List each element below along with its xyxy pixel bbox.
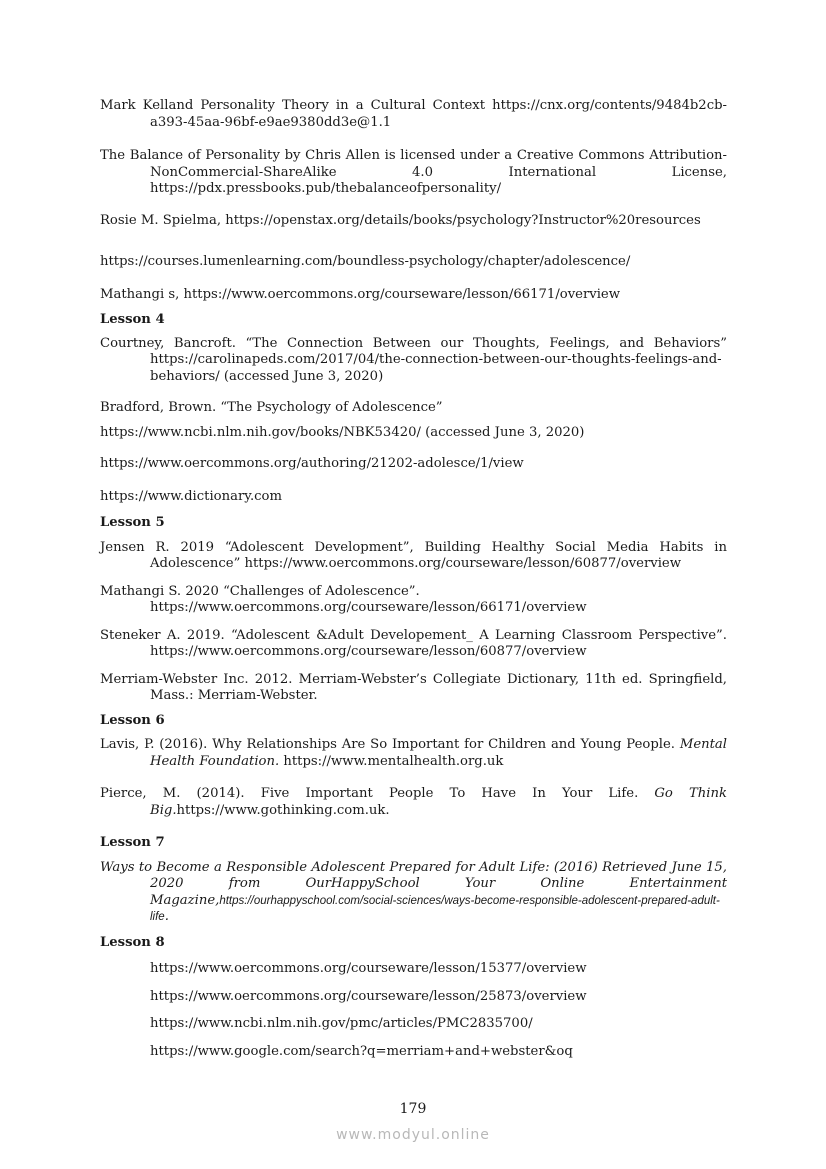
reference-ncbi: https://www.ncbi.nlm.nih.gov/books/NBK53420/ (accessed June 3, 2020) [100,424,585,440]
reference-lumen: https://courses.lumenlearning.com/boundless-psychology/chapter/adolescence/ [100,254,631,269]
reference-list [100,98,727,1060]
lesson-8-heading: Lesson 8 [100,934,165,950]
lesson-5-heading: Lesson 5 [100,515,165,530]
reference-kelland: Mark Kelland Personality Theory in a Cultural Context https://cnx.org/contents/9484b2cb-a393-45aa-96bf-e9ae9380dd3e@1.1 [100,98,727,130]
reference-mathangi-2020-url: https://www.oercommons.org/courseware/lesson/66171/overview [150,600,587,615]
reference-merriam-webster: Merriam-Webster Inc. 2012. Merriam-Webster’s Collegiate Dictionary, 11th ed. Springfield, Mass.: Merriam-Webster. [100,671,727,703]
reference-lavis-text: Lavis, P. (2016). Why Relationships Are So Important for Children and Young People. [100,737,680,752]
reference-ourhappyschool-url: https://ourhappyschool.com/social-sciences/ways-become-responsible-adolescent-prepared-adult-life [150,894,720,923]
reference-spielma: Rosie M. Spielma, https://openstax.org/details/books/psychology?Instructor%20resources [100,212,701,228]
reference-ncbi-pmc: https://www.ncbi.nlm.nih.gov/pmc/articles/PMC2835700/ [150,1016,533,1031]
reference-oer-25873: https://www.oercommons.org/courseware/lesson/25873/overview [150,988,587,1004]
reference-jensen: Jensen R. 2019 “Adolescent Development”, Building Healthy Social Media Habits in Adolescence” https://www.oercommons.org/courseware/lesson/60877/overview [100,539,727,571]
lesson-7-heading: Lesson 7 [100,835,165,850]
reference-mathangi-2020 [100,584,727,617]
reference-oer-15377: https://www.oercommons.org/courseware/lesson/15377/overview [150,961,587,976]
reference-ourhappyschool-end: . [164,909,169,924]
reference-ourhappyschool [100,860,727,926]
reference-lavis-publisher: Mental Health Foundation. [150,737,727,769]
reference-google-search: https://www.google.com/search?q=merriam+and+webster&oq [150,1043,573,1059]
reference-mathangi: Mathangi s, https://www.oercommons.org/courseware/lesson/66171/overview [100,286,621,302]
reference-pierce-publisher: Go Think Big. [150,786,727,818]
reference-mathangi-2020-title: Mathangi S. 2020 “Challenges of Adolescence”. [100,583,420,599]
reference-pierce-url: https://www.gothinking.com.uk. [176,802,390,818]
page-number: 179 [399,1101,427,1117]
lesson-6-heading: Lesson 6 [100,712,165,728]
reference-lavis [100,737,727,770]
reference-ourhappyschool-title: Ways to Become a Responsible Adolescent Prepared for Adult Life: (2016) Retrieved June 15, 2020 from OurHappySchool Your Online Entertainment Magazine, [100,859,727,908]
reference-dictionary: https://www.dictionary.com [100,488,283,504]
reference-pierce-text: Pierce, M. (2014). Five Important People To Have In Your Life. [100,786,655,801]
reference-lavis-url: https://www.mentalhealth.org.uk [279,753,504,769]
reference-pierce [100,786,727,819]
watermark: www.modyul.online [336,1127,490,1143]
reference-steneker: Steneker A. 2019. “Adolescent &Adult Developement_ A Learning Classroom Perspective”. https://www.oercommons.org/courseware/lesson/60877/overview [100,627,727,659]
reference-oer-authoring: https://www.oercommons.org/authoring/21202-adolesce/1/view [100,456,524,471]
lesson-4-heading: Lesson 4 [100,312,165,327]
reference-courtney: Courtney, Bancroft. “The Connection Between our Thoughts, Feelings, and Behaviors” https://carolinapeds.com/2017/04/the-connection-between-our-thoughts-feelings-and-behaviors/ (accessed June 3, 2020) [100,335,727,384]
reference-bradford: Bradford, Brown. “The Psychology of Adolescence” [100,400,443,415]
reference-allen: The Balance of Personality by Chris Allen is licensed under a Creative Commons Attribution-NonCommercial-ShareAlike 4.0 International License, https://pdx.pressbooks.pub/thebalanceofpersonality/ [100,148,727,196]
